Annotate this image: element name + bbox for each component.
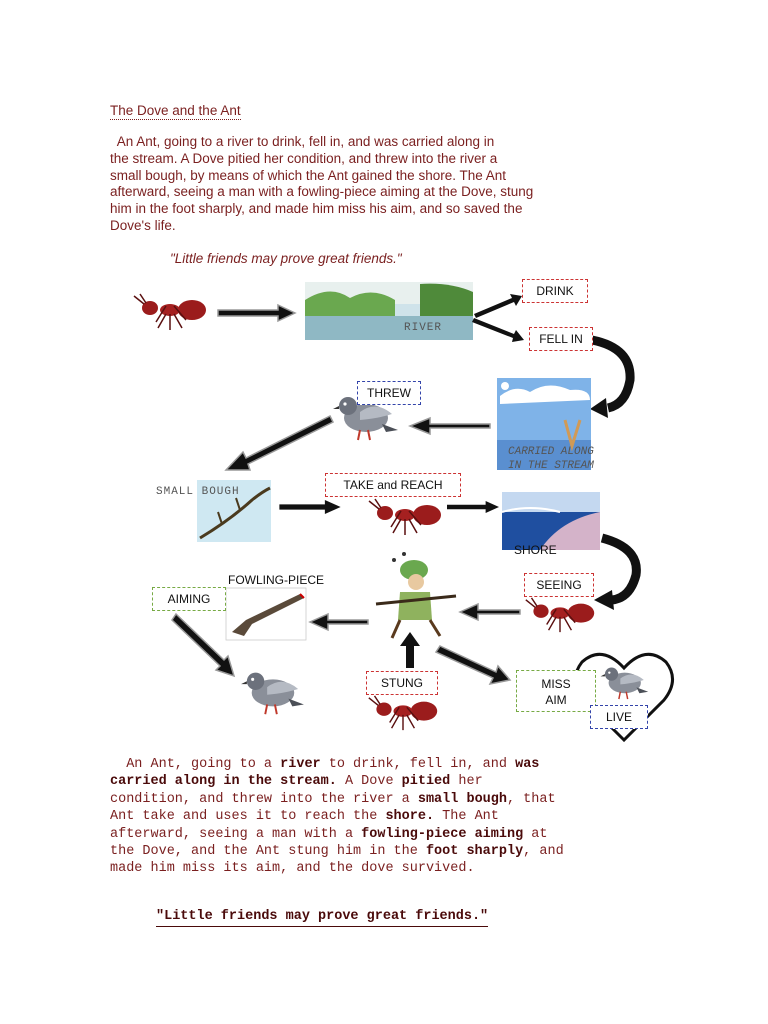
retelling-line bbox=[110, 773, 670, 790]
retelling-bold-phrase: pitied bbox=[401, 774, 451, 790]
story-line: Dove's life. bbox=[110, 217, 176, 233]
retelling-phrase: An Ant, going to a bbox=[110, 757, 281, 772]
label-fell-in: FELL IN bbox=[529, 327, 593, 351]
target-dove-image bbox=[238, 660, 310, 716]
retelling-line bbox=[110, 826, 670, 843]
label-threw: THREW bbox=[357, 381, 421, 405]
arrow-ant-to-river bbox=[218, 305, 295, 321]
caption-line: CARRIED ALONG bbox=[508, 446, 594, 458]
retelling-bold-phrase: small bough bbox=[417, 791, 507, 807]
retelling-text bbox=[110, 756, 670, 878]
label-live: LIVE bbox=[590, 705, 648, 729]
caption-line: IN THE STREAM bbox=[508, 460, 594, 472]
retelling-phrase: made him miss its aim, and the dove survived. bbox=[110, 861, 475, 877]
gun-image bbox=[226, 588, 306, 640]
retelling-bold-phrase: was bbox=[515, 757, 540, 772]
retelling-line bbox=[110, 860, 670, 877]
caption-river: RIVER bbox=[404, 322, 443, 334]
caption-shore: SHORE bbox=[514, 543, 557, 557]
retelling-line bbox=[110, 808, 670, 825]
story-line: afterward, seeing a man with a fowling-piece aiming at the Dove, stung bbox=[110, 184, 534, 200]
river-image bbox=[305, 282, 473, 340]
retelling-bold-phrase: river bbox=[280, 757, 321, 772]
retelling-phrase: to drink, fell in, and bbox=[320, 757, 516, 772]
retelling-phrase: at bbox=[523, 826, 548, 842]
moral-quote-bottom: "Little friends may prove great friends." bbox=[156, 908, 488, 927]
caption-small-bough: SMALL BOUGH bbox=[156, 486, 240, 498]
story-line: An Ant, going to a river to drink, fell in, and was carried along in bbox=[110, 134, 495, 149]
retelling-phrase: afterward, seeing a man with a bbox=[110, 826, 362, 842]
story-line: the stream. A Dove pitied her condition, and threw into the river a bbox=[110, 150, 498, 166]
retelling-phrase: her bbox=[450, 774, 483, 790]
retelling-phrase: Ant take and uses it to reach the bbox=[110, 809, 386, 825]
retelling-bold-phrase: fowling-piece aiming bbox=[361, 826, 524, 842]
retelling-phrase: , and bbox=[523, 844, 564, 860]
retelling-line bbox=[110, 791, 670, 808]
label-miss-aim-line: AIM bbox=[545, 693, 567, 707]
retelling-line bbox=[110, 843, 670, 860]
label-fowling-piece: FOWLING-PIECE bbox=[228, 573, 325, 587]
retelling-phrase: the Dove, and the Ant stung him in the bbox=[110, 844, 426, 860]
label-drink: DRINK bbox=[522, 279, 588, 303]
retelling-phrase: A Dove bbox=[336, 774, 402, 790]
story-line: him in the foot sharply, and made him miss his aim, and so saved the bbox=[110, 201, 523, 217]
retelling-bold-phrase: foot sharply bbox=[425, 844, 524, 860]
hunter-image bbox=[368, 548, 456, 640]
label-miss-aim bbox=[516, 670, 596, 712]
label-seeing: SEEING bbox=[524, 573, 594, 597]
retelling-bold-phrase: shore. bbox=[385, 809, 435, 825]
label-miss-aim-line: MISS bbox=[541, 677, 571, 691]
retelling-phrase: The Ant bbox=[434, 809, 499, 825]
retelling-line bbox=[110, 756, 670, 773]
retelling-phrase: , that bbox=[506, 791, 556, 807]
label-take-and-reach: TAKE and REACH bbox=[325, 473, 461, 497]
caption-carried-along bbox=[508, 445, 594, 473]
label-aiming: AIMING bbox=[152, 587, 226, 611]
retelling-bold-phrase: carried along in the stream. bbox=[110, 774, 337, 790]
ant-icon bbox=[134, 294, 206, 330]
retelling-phrase: condition, and threw into the river a bbox=[110, 791, 418, 807]
story-line: small bough, by means of which the Ant gained the shore. The Ant bbox=[110, 167, 507, 183]
label-stung: STUNG bbox=[366, 671, 438, 695]
story-title: The Dove and the Ant bbox=[110, 103, 241, 118]
moral-quote: "Little friends may prove great friends." bbox=[170, 251, 402, 266]
